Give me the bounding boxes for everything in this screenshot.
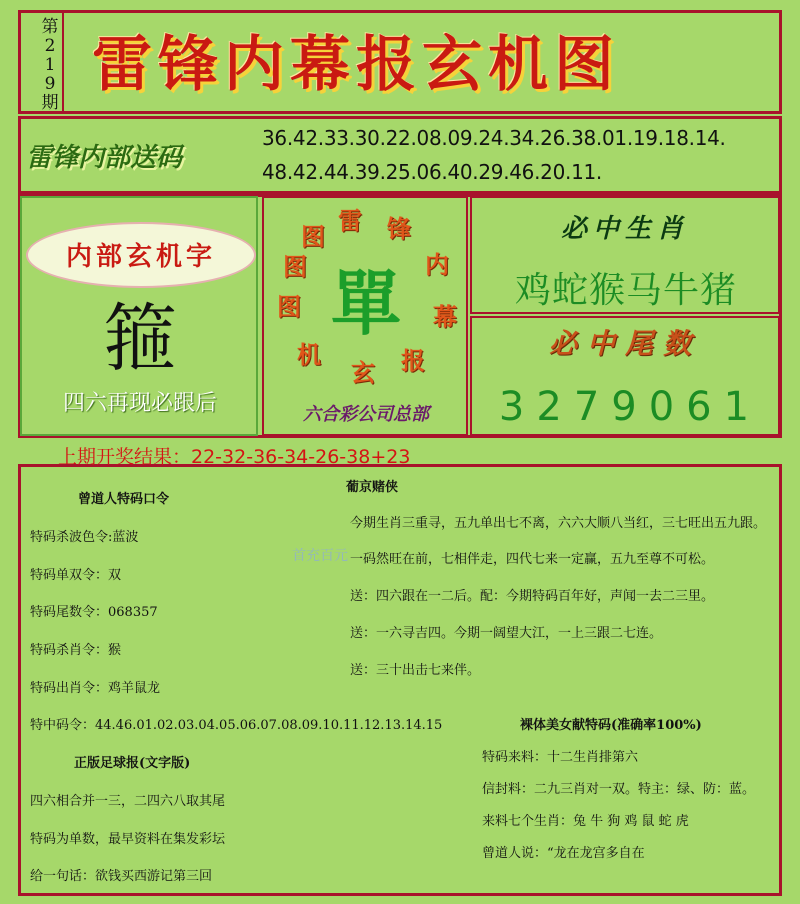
hidden-word-character: 箍 [103,296,177,382]
right-line: 送：四六跟在一二后。配：今期特码百年好，声闻一去二三里。 [350,589,715,604]
left-line: 特中码令：44.46.01.02.03.04.05.06.07.08.09.10.11.12.13.14.15 [30,718,443,733]
ring-char: 图 [301,223,325,251]
left-line: 特码杀肖令：猴 [30,643,122,658]
issue-char: 2 [44,36,56,56]
left-line: 特码单双令：双 [30,568,122,583]
zodiac-animals: 鸡蛇猴马牛猪 [514,270,737,311]
ring-char: 锋 [387,215,411,243]
issue-number [36,18,64,113]
hidden-word-note: 四六再现必跟后 [62,391,217,416]
ring-char: 玄 [351,359,375,387]
left-heading: 曾道人特码口令 [78,492,170,507]
right-line-2: 信封料：二九三肖对一双。特主：绿、防：蓝。 [482,782,756,797]
right-line: 今期生肖三重寻，五九单出七不离，六六大顺八当红，三七旺出五九跟。 [350,516,767,531]
left-heading-2: 正版足球报(文字版) [74,756,191,771]
right-line: 一码然旺在前，七相伴走，四代七来一定赢，五九至尊不可松。 [350,552,715,567]
watermark-text: 首充百元 [292,548,348,564]
fast-code-line-1: 36.42.33.30.22.08.09.24.34.26.38.01.19.18.14. [262,126,726,150]
issue-char: 第 [41,17,59,37]
left-line-2: 四六相合并一三，二四六八取其尾 [30,794,226,809]
ring-char: 内 [425,251,449,279]
left-line-2: 给一句话：欲钱买西游记第三回 [30,869,213,884]
right-line-2: 曾道人说：“龙在龙宫多自在 [482,846,645,861]
tail-numbers: 3279061 [498,384,762,430]
ring-char: 图 [283,253,307,281]
right-line-2: 特码来料：十二生肖排第六 [482,750,639,765]
company-label: 六合彩公司总部 [303,404,429,425]
tail-title: 必中尾数 [548,327,701,360]
ring-char: 报 [401,347,425,375]
right-line: 送：一六寻吉四。今期一阔望大江，一上三跟二七连。 [350,626,663,641]
banner-title: 雷锋内幕报玄机图 [92,30,620,100]
ring-char: 机 [297,341,321,369]
fast-code-title: 雷锋内部送码 [26,143,183,173]
right-line-2: 来料七个生肖：兔 牛 狗 鸡 鼠 蛇 虎 [482,814,689,829]
issue-char: 9 [44,74,56,94]
center-character: 單 [331,263,401,345]
right-line: 送：三十出击七来伴。 [350,663,481,678]
issue-char: 1 [44,55,56,75]
left-line: 特码出肖令：鸡羊鼠龙 [30,681,161,696]
zodiac-title: 必中生肖 [560,214,689,244]
issue-char: 期 [41,93,59,113]
previous-result: 上期开奖结果：22-32-36-34-26-38+23 [58,446,411,468]
ring-char: 雷 [338,207,362,235]
ring-char: 幕 [433,303,457,331]
ring-char: 图 [277,293,301,321]
hidden-word-title: 内部玄机字 [65,242,216,272]
left-line: 特码杀波色令:蓝波 [30,530,139,545]
left-line: 特码尾数令：068357 [30,605,158,620]
fast-code-line-2: 48.42.44.39.25.06.40.29.46.20.11. [262,160,602,184]
right-heading: 葡京赌侠 [346,480,399,495]
left-line-2: 特码为单数，最早资料在集发彩坛 [30,832,226,847]
right-heading-2: 裸体美女献特码(准确率100%) [520,718,702,733]
